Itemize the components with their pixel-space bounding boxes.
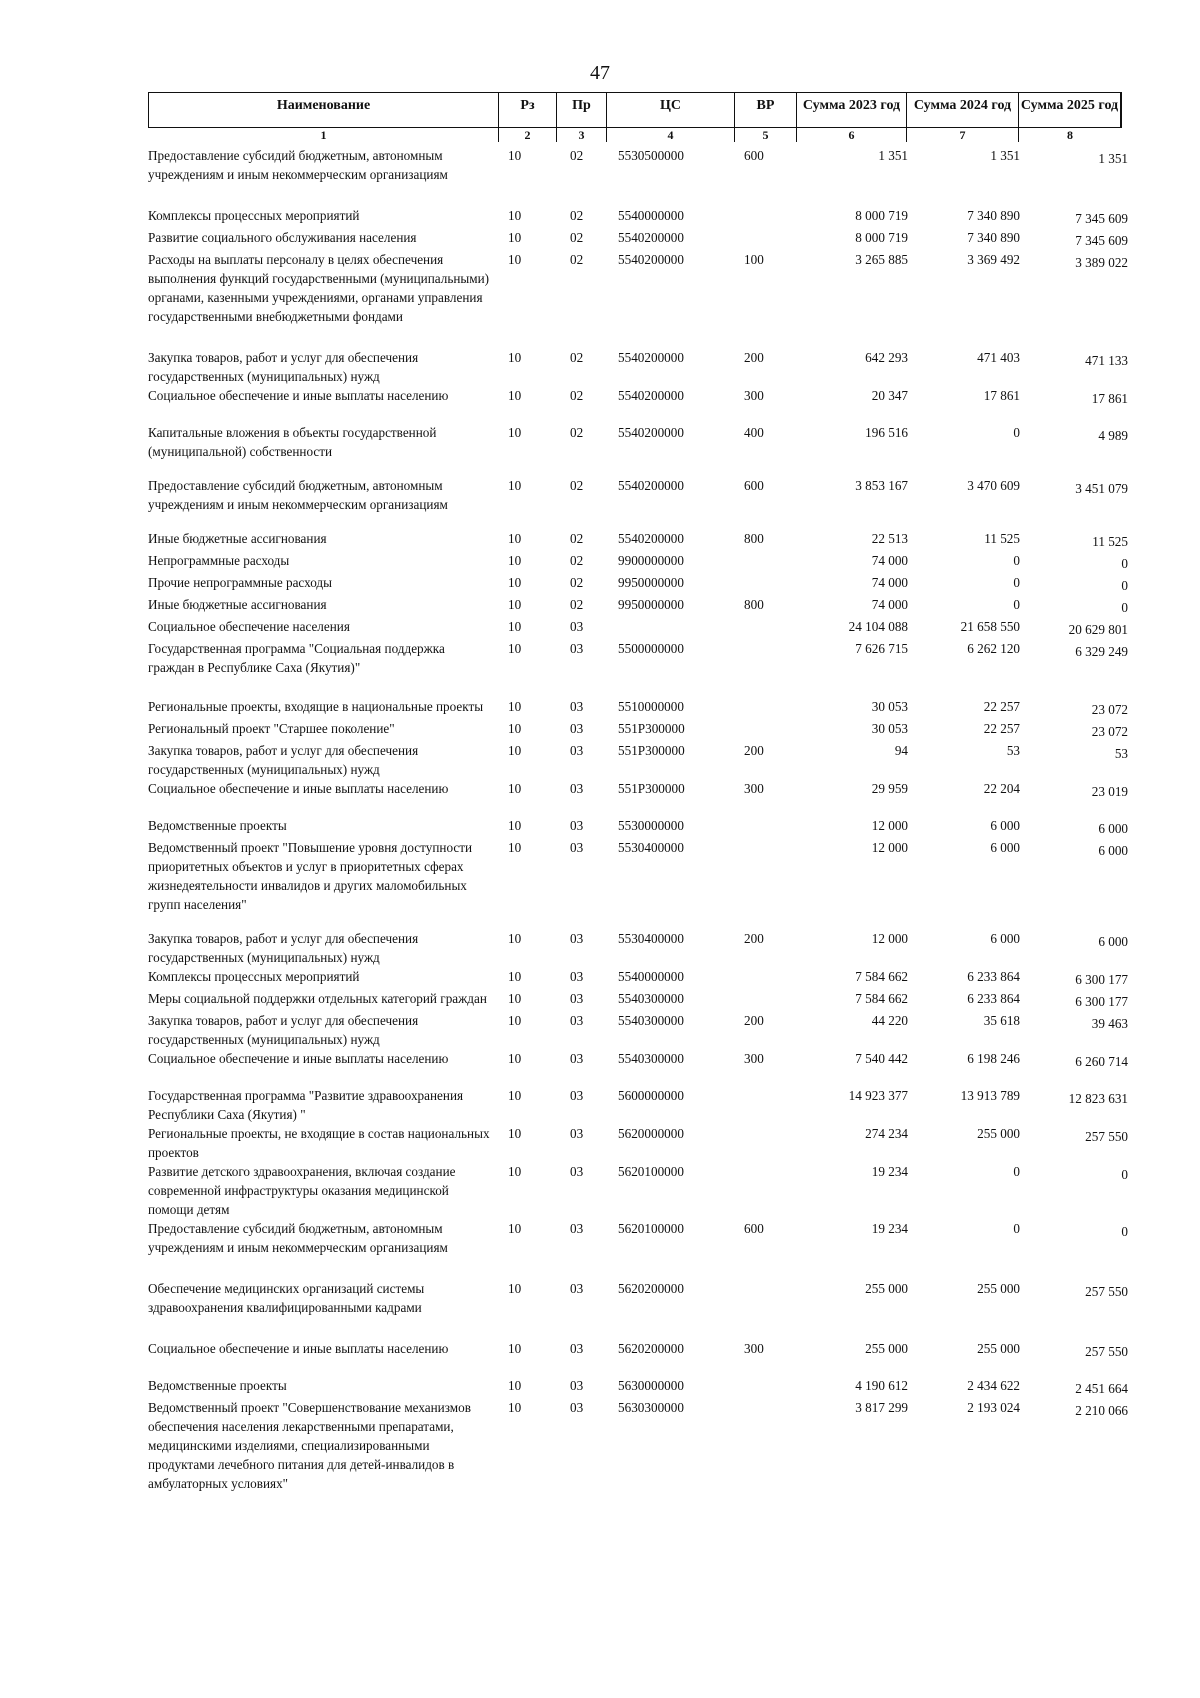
row-vr: 200 bbox=[744, 1013, 764, 1028]
table-row bbox=[148, 967, 1128, 989]
row-cs: 5540300000 bbox=[618, 991, 684, 1006]
table-row bbox=[148, 573, 1128, 595]
row-rz: 10 bbox=[508, 931, 522, 946]
row-sum-2024: 3 369 492 bbox=[967, 252, 1020, 267]
row-cs: 5530400000 bbox=[618, 931, 684, 946]
row-sum-2024: 3 470 609 bbox=[967, 478, 1020, 493]
row-name: Ведомственные проекты bbox=[148, 818, 287, 833]
row-rz: 10 bbox=[508, 969, 522, 984]
row-pr: 03 bbox=[570, 743, 584, 758]
row-name: Региональные проекты, не входящие в состав национальных проектов bbox=[148, 1126, 490, 1160]
row-rz: 10 bbox=[508, 619, 522, 634]
row-cs: 5540200000 bbox=[618, 230, 684, 245]
row-cs: 5540000000 bbox=[618, 208, 684, 223]
header-number: 8 bbox=[1067, 127, 1073, 142]
row-rz: 10 bbox=[508, 818, 522, 833]
row-rz: 10 bbox=[508, 148, 522, 163]
row-pr: 02 bbox=[570, 575, 584, 590]
row-vr: 800 bbox=[744, 531, 764, 546]
row-sum-2023: 3 853 167 bbox=[855, 478, 908, 493]
row-sum-2025: 6 300 177 bbox=[1075, 994, 1128, 1009]
header-sum-2023: Сумма 2023 год bbox=[797, 93, 907, 127]
row-sum-2025: 23 072 bbox=[1091, 724, 1128, 739]
row-sum-2025: 0 bbox=[1121, 556, 1128, 571]
row-pr: 03 bbox=[570, 991, 584, 1006]
header-sum-2025: Сумма 2025 год bbox=[1019, 93, 1121, 127]
row-sum-2023: 7 626 715 bbox=[855, 641, 908, 656]
row-sum-2025: 3 451 079 bbox=[1075, 481, 1128, 496]
row-sum-2024: 471 403 bbox=[977, 350, 1020, 365]
row-pr: 03 bbox=[570, 781, 584, 796]
row-sum-2023: 20 347 bbox=[871, 388, 908, 403]
row-rz: 10 bbox=[508, 1221, 522, 1236]
row-cs: 5620100000 bbox=[618, 1164, 684, 1179]
row-sum-2025: 6 000 bbox=[1098, 843, 1128, 858]
table-row bbox=[148, 348, 1128, 386]
row-pr: 03 bbox=[570, 1088, 584, 1103]
row-sum-2025: 0 bbox=[1121, 1167, 1128, 1182]
row-sum-2025: 7 345 609 bbox=[1075, 233, 1128, 248]
row-sum-2025: 23 019 bbox=[1091, 784, 1128, 799]
row-rz: 10 bbox=[508, 840, 522, 855]
row-name: Иные бюджетные ассигнования bbox=[148, 597, 327, 612]
row-cs: 5620100000 bbox=[618, 1221, 684, 1236]
row-cs: 5530500000 bbox=[618, 148, 684, 163]
header-sum-2024: Сумма 2024 год bbox=[907, 93, 1019, 127]
row-sum-2025: 6 000 bbox=[1098, 934, 1128, 949]
row-pr: 02 bbox=[570, 425, 584, 440]
table-row bbox=[148, 1219, 1128, 1257]
row-rz: 10 bbox=[508, 641, 522, 656]
row-sum-2024: 0 bbox=[1013, 1164, 1020, 1179]
row-vr: 300 bbox=[744, 1051, 764, 1066]
table-row bbox=[148, 206, 1128, 228]
row-vr: 200 bbox=[744, 931, 764, 946]
row-name: Региональные проекты, входящие в национальные проекты bbox=[148, 699, 484, 714]
row-rz: 10 bbox=[508, 575, 522, 590]
table-row bbox=[148, 697, 1128, 719]
row-sum-2024: 6 262 120 bbox=[967, 641, 1020, 656]
row-vr: 600 bbox=[744, 478, 764, 493]
row-sum-2025: 2 210 066 bbox=[1075, 1403, 1128, 1418]
row-sum-2025: 257 550 bbox=[1085, 1344, 1128, 1359]
row-name: Прочие непрограммные расходы bbox=[148, 575, 332, 590]
row-vr: 300 bbox=[744, 781, 764, 796]
row-name: Закупка товаров, работ и услуг для обеспечения государственных (муниципальных) нужд bbox=[148, 350, 419, 384]
header-name: Наименование bbox=[149, 93, 499, 127]
row-name: Ведомственные проекты bbox=[148, 1378, 287, 1393]
row-sum-2025: 11 525 bbox=[1092, 534, 1128, 549]
table-row bbox=[148, 929, 1128, 967]
row-cs: 551P300000 bbox=[618, 721, 685, 736]
row-cs: 5630300000 bbox=[618, 1400, 684, 1415]
row-sum-2024: 17 861 bbox=[983, 388, 1020, 403]
row-sum-2024: 6 198 246 bbox=[967, 1051, 1020, 1066]
row-sum-2023: 1 351 bbox=[878, 148, 908, 163]
table-row bbox=[148, 816, 1128, 838]
row-sum-2024: 255 000 bbox=[977, 1341, 1020, 1356]
row-vr: 300 bbox=[744, 1341, 764, 1356]
row-rz: 10 bbox=[508, 350, 522, 365]
row-sum-2025: 6 329 249 bbox=[1075, 644, 1128, 659]
row-sum-2023: 7 584 662 bbox=[855, 991, 908, 1006]
row-sum-2025: 471 133 bbox=[1085, 353, 1128, 368]
row-sum-2025: 4 989 bbox=[1098, 428, 1128, 443]
row-sum-2023: 44 220 bbox=[871, 1013, 908, 1028]
row-name: Социальное обеспечение и иные выплаты населению bbox=[148, 1051, 449, 1066]
row-sum-2024: 6 233 864 bbox=[967, 969, 1020, 984]
table-row bbox=[148, 529, 1128, 551]
row-pr: 02 bbox=[570, 553, 584, 568]
row-pr: 03 bbox=[570, 1341, 584, 1356]
table-row bbox=[148, 1011, 1128, 1049]
row-pr: 03 bbox=[570, 699, 584, 714]
row-pr: 02 bbox=[570, 148, 584, 163]
row-sum-2025: 3 389 022 bbox=[1075, 255, 1128, 270]
row-sum-2024: 255 000 bbox=[977, 1281, 1020, 1296]
row-rz: 10 bbox=[508, 597, 522, 612]
table-row bbox=[148, 476, 1128, 514]
row-cs: 5530400000 bbox=[618, 840, 684, 855]
row-rz: 10 bbox=[508, 721, 522, 736]
row-sum-2025: 0 bbox=[1121, 1224, 1128, 1239]
row-sum-2023: 30 053 bbox=[871, 699, 908, 714]
row-sum-2025: 1 351 bbox=[1098, 151, 1128, 166]
table-row bbox=[148, 838, 1128, 914]
row-name: Расходы на выплаты персоналу в целях обеспечения выполнения функций государственными (муниципальными) органами, казенными учреждениями, органами управления государственными внебюджетными фондами bbox=[148, 252, 490, 324]
row-name: Комплексы процессных мероприятий bbox=[148, 208, 360, 223]
header-pr: Пр bbox=[557, 93, 607, 127]
row-name: Капитальные вложения в объекты государственной (муниципальной) собственности bbox=[148, 425, 437, 459]
row-sum-2024: 13 913 789 bbox=[960, 1088, 1020, 1103]
row-cs: 9950000000 bbox=[618, 575, 684, 590]
table-row bbox=[148, 386, 1128, 408]
row-pr: 02 bbox=[570, 597, 584, 612]
header-column-numbers bbox=[149, 127, 1121, 142]
row-rz: 10 bbox=[508, 1051, 522, 1066]
row-pr: 03 bbox=[570, 818, 584, 833]
table-row bbox=[148, 741, 1128, 779]
header-number: 3 bbox=[557, 128, 607, 142]
row-sum-2023: 14 923 377 bbox=[848, 1088, 908, 1103]
row-pr: 03 bbox=[570, 641, 584, 656]
row-pr: 03 bbox=[570, 1378, 584, 1393]
row-cs: 5540000000 bbox=[618, 969, 684, 984]
row-cs: 5620200000 bbox=[618, 1281, 684, 1296]
row-cs: 9950000000 bbox=[618, 597, 684, 612]
row-sum-2025: 7 345 609 bbox=[1075, 211, 1128, 226]
table-row bbox=[148, 1398, 1128, 1493]
row-sum-2023: 12 000 bbox=[871, 818, 908, 833]
row-pr: 03 bbox=[570, 1013, 584, 1028]
table-row bbox=[148, 228, 1128, 250]
row-sum-2025: 2 451 664 bbox=[1075, 1381, 1128, 1396]
table-row bbox=[148, 639, 1128, 677]
row-rz: 10 bbox=[508, 1126, 522, 1141]
row-sum-2024: 0 bbox=[1013, 553, 1020, 568]
row-name: Обеспечение медицинских организаций системы здравоохранения квалифицированными кадрами bbox=[148, 1281, 425, 1315]
row-cs: 5540200000 bbox=[618, 425, 684, 440]
header-vr: ВР bbox=[735, 93, 797, 127]
row-sum-2023: 12 000 bbox=[871, 840, 908, 855]
row-name: Социальное обеспечение и иные выплаты населению bbox=[148, 1341, 449, 1356]
row-name: Закупка товаров, работ и услуг для обеспечения государственных (муниципальных) нужд bbox=[148, 931, 419, 965]
row-cs: 5540300000 bbox=[618, 1013, 684, 1028]
row-sum-2024: 22 257 bbox=[983, 699, 1020, 714]
header-number: 5 bbox=[735, 128, 797, 142]
table-row bbox=[148, 551, 1128, 573]
row-vr: 300 bbox=[744, 388, 764, 403]
row-sum-2023: 8 000 719 bbox=[855, 230, 908, 245]
row-sum-2023: 12 000 bbox=[871, 931, 908, 946]
row-rz: 10 bbox=[508, 1378, 522, 1393]
row-name: Ведомственный проект "Повышение уровня доступности приоритетных объектов и услуг в приоритетных сферах жизнедеятельности инвалидов и других маломобильных групп населения" bbox=[148, 840, 473, 912]
row-sum-2024: 0 bbox=[1013, 575, 1020, 590]
row-rz: 10 bbox=[508, 1281, 522, 1296]
row-cs: 5530000000 bbox=[618, 818, 684, 833]
row-sum-2023: 8 000 719 bbox=[855, 208, 908, 223]
row-rz: 10 bbox=[508, 1088, 522, 1103]
row-pr: 03 bbox=[570, 931, 584, 946]
row-sum-2025: 257 550 bbox=[1085, 1129, 1128, 1144]
row-cs: 5510000000 bbox=[618, 699, 684, 714]
row-cs: 551P300000 bbox=[618, 781, 685, 796]
row-sum-2024: 6 000 bbox=[990, 840, 1020, 855]
row-name: Ведомственный проект "Совершенствование механизмов обеспечения населения лекарственными препаратами, медицинскими изделиями, специализированными продуктами лечебного питания для детей-инвалидов в амбулаторных условиях" bbox=[148, 1400, 471, 1491]
row-name: Предоставление субсидий бюджетным, автономным учреждениям и иным некоммерческим организациям bbox=[148, 1221, 448, 1255]
row-cs: 5540200000 bbox=[618, 252, 684, 267]
row-sum-2025: 39 463 bbox=[1091, 1016, 1128, 1031]
row-sum-2024: 11 525 bbox=[984, 531, 1020, 546]
row-sum-2025: 6 260 714 bbox=[1075, 1054, 1128, 1069]
row-sum-2023: 22 513 bbox=[871, 531, 908, 546]
row-rz: 10 bbox=[508, 388, 522, 403]
table-header bbox=[148, 92, 1122, 142]
header-number: 7 bbox=[907, 128, 1019, 142]
row-sum-2023: 196 516 bbox=[865, 425, 908, 440]
row-name: Региональный проект "Старшее поколение" bbox=[148, 721, 395, 736]
row-sum-2024: 1 351 bbox=[990, 148, 1020, 163]
row-sum-2024: 35 618 bbox=[983, 1013, 1020, 1028]
row-sum-2025: 20 629 801 bbox=[1068, 622, 1128, 637]
row-rz: 10 bbox=[508, 478, 522, 493]
row-pr: 03 bbox=[570, 1051, 584, 1066]
row-vr: 400 bbox=[744, 425, 764, 440]
row-name: Закупка товаров, работ и услуг для обеспечения государственных (муниципальных) нужд bbox=[148, 1013, 419, 1047]
row-sum-2024: 0 bbox=[1013, 425, 1020, 440]
row-name: Социальное обеспечение населения bbox=[148, 619, 350, 634]
row-sum-2025: 23 072 bbox=[1091, 702, 1128, 717]
row-sum-2023: 274 234 bbox=[865, 1126, 908, 1141]
table-row bbox=[148, 1376, 1128, 1398]
row-name: Развитие детского здравоохранения, включая создание современной инфраструктуры оказания медицинской помощи детям bbox=[148, 1164, 456, 1217]
table-row bbox=[148, 423, 1128, 461]
row-vr: 600 bbox=[744, 1221, 764, 1236]
row-cs: 5540200000 bbox=[618, 350, 684, 365]
row-rz: 10 bbox=[508, 1164, 522, 1179]
row-sum-2023: 74 000 bbox=[871, 597, 908, 612]
row-cs: 5540300000 bbox=[618, 1051, 684, 1066]
row-name: Закупка товаров, работ и услуг для обеспечения государственных (муниципальных) нужд bbox=[148, 743, 419, 777]
table-row bbox=[148, 146, 1128, 184]
row-cs: 5600000000 bbox=[618, 1088, 684, 1103]
row-pr: 03 bbox=[570, 1164, 584, 1179]
row-name: Социальное обеспечение и иные выплаты населению bbox=[148, 781, 449, 796]
row-sum-2024: 0 bbox=[1013, 1221, 1020, 1236]
row-pr: 02 bbox=[570, 350, 584, 365]
row-name: Государственная программа "Развитие здравоохранения Республики Саха (Якутия) " bbox=[148, 1088, 464, 1122]
row-sum-2024: 6 000 bbox=[990, 818, 1020, 833]
table-row bbox=[148, 989, 1128, 1011]
row-sum-2025: 257 550 bbox=[1085, 1284, 1128, 1299]
row-rz: 10 bbox=[508, 252, 522, 267]
row-pr: 02 bbox=[570, 388, 584, 403]
row-pr: 02 bbox=[570, 252, 584, 267]
row-sum-2024: 22 257 bbox=[983, 721, 1020, 736]
row-rz: 10 bbox=[508, 1341, 522, 1356]
row-sum-2023: 3 817 299 bbox=[855, 1400, 908, 1415]
table-row bbox=[148, 250, 1128, 326]
row-sum-2023: 7 540 442 bbox=[855, 1051, 908, 1066]
row-sum-2024: 21 658 550 bbox=[960, 619, 1020, 634]
row-rz: 10 bbox=[508, 553, 522, 568]
row-sum-2025: 6 000 bbox=[1098, 821, 1128, 836]
row-sum-2024: 2 193 024 bbox=[967, 1400, 1020, 1415]
row-vr: 800 bbox=[744, 597, 764, 612]
row-sum-2025: 6 300 177 bbox=[1075, 972, 1128, 987]
row-rz: 10 bbox=[508, 531, 522, 546]
row-sum-2023: 74 000 bbox=[871, 553, 908, 568]
row-sum-2024: 6 233 864 bbox=[967, 991, 1020, 1006]
row-rz: 10 bbox=[508, 1013, 522, 1028]
row-pr: 02 bbox=[570, 531, 584, 546]
row-sum-2024: 7 340 890 bbox=[967, 230, 1020, 245]
row-name: Предоставление субсидий бюджетным, автономным учреждениям и иным некоммерческим организациям bbox=[148, 148, 448, 182]
row-sum-2025: 17 861 bbox=[1091, 391, 1128, 406]
table-row bbox=[148, 1124, 1128, 1162]
row-rz: 10 bbox=[508, 699, 522, 714]
header-rz: Рз bbox=[499, 93, 557, 127]
row-sum-2023: 255 000 bbox=[865, 1281, 908, 1296]
header-number: 1 bbox=[149, 128, 499, 142]
table-row bbox=[148, 1086, 1128, 1124]
row-name: Предоставление субсидий бюджетным, автономным учреждениям и иным некоммерческим организациям bbox=[148, 478, 448, 512]
row-cs: 5540200000 bbox=[618, 478, 684, 493]
row-pr: 03 bbox=[570, 840, 584, 855]
header-number: 4 bbox=[607, 128, 735, 142]
row-cs: 5540200000 bbox=[618, 388, 684, 403]
row-pr: 03 bbox=[570, 1126, 584, 1141]
row-name: Развитие социального обслуживания населения bbox=[148, 230, 417, 245]
row-sum-2024: 6 000 bbox=[990, 931, 1020, 946]
table-row bbox=[148, 719, 1128, 741]
row-sum-2023: 4 190 612 bbox=[855, 1378, 908, 1393]
row-sum-2023: 642 293 bbox=[865, 350, 908, 365]
row-sum-2023: 74 000 bbox=[871, 575, 908, 590]
row-vr: 200 bbox=[744, 743, 764, 758]
row-rz: 10 bbox=[508, 208, 522, 223]
table-row bbox=[148, 595, 1128, 617]
row-cs: 551P300000 bbox=[618, 743, 685, 758]
page-number: 47 bbox=[590, 62, 610, 84]
row-cs: 5620200000 bbox=[618, 1341, 684, 1356]
row-sum-2024: 255 000 bbox=[977, 1126, 1020, 1141]
row-rz: 10 bbox=[508, 781, 522, 796]
row-pr: 02 bbox=[570, 478, 584, 493]
row-name: Государственная программа "Социальная поддержка граждан в Республике Саха (Якутия)" bbox=[148, 641, 445, 675]
row-pr: 03 bbox=[570, 1400, 584, 1415]
row-sum-2023: 30 053 bbox=[871, 721, 908, 736]
row-sum-2024: 22 204 bbox=[983, 781, 1020, 796]
row-vr: 100 bbox=[744, 252, 764, 267]
row-pr: 03 bbox=[570, 969, 584, 984]
row-name: Меры социальной поддержки отдельных категорий граждан bbox=[148, 991, 487, 1006]
row-rz: 10 bbox=[508, 425, 522, 440]
row-sum-2023: 3 265 885 bbox=[855, 252, 908, 267]
header-number: 6 bbox=[797, 128, 907, 142]
row-sum-2023: 19 234 bbox=[871, 1164, 908, 1179]
row-sum-2024: 2 434 622 bbox=[967, 1378, 1020, 1393]
row-vr: 200 bbox=[744, 350, 764, 365]
row-name: Комплексы процессных мероприятий bbox=[148, 969, 360, 984]
row-pr: 03 bbox=[570, 1281, 584, 1296]
table-row bbox=[148, 1049, 1128, 1071]
row-sum-2025: 0 bbox=[1121, 600, 1128, 615]
header-cs: ЦС bbox=[607, 93, 735, 127]
row-sum-2023: 94 bbox=[894, 743, 908, 758]
row-name: Иные бюджетные ассигнования bbox=[148, 531, 327, 546]
table-row bbox=[148, 617, 1128, 639]
row-cs: 5500000000 bbox=[618, 641, 684, 656]
row-rz: 10 bbox=[508, 743, 522, 758]
row-pr: 02 bbox=[570, 208, 584, 223]
table-row bbox=[148, 779, 1128, 801]
row-pr: 02 bbox=[570, 230, 584, 245]
row-name: Непрограммные расходы bbox=[148, 553, 290, 568]
row-sum-2023: 255 000 bbox=[865, 1341, 908, 1356]
row-cs: 5540200000 bbox=[618, 531, 684, 546]
row-sum-2025: 12 823 631 bbox=[1068, 1091, 1128, 1106]
row-rz: 10 bbox=[508, 1400, 522, 1415]
table-body bbox=[148, 146, 1128, 1493]
row-sum-2024: 53 bbox=[1006, 743, 1020, 758]
table-row bbox=[148, 1339, 1128, 1361]
table-row bbox=[148, 1162, 1128, 1219]
row-sum-2023: 7 584 662 bbox=[855, 969, 908, 984]
row-sum-2025: 0 bbox=[1121, 578, 1128, 593]
row-pr: 03 bbox=[570, 619, 584, 634]
row-pr: 03 bbox=[570, 721, 584, 736]
row-rz: 10 bbox=[508, 230, 522, 245]
row-sum-2024: 0 bbox=[1013, 597, 1020, 612]
row-rz: 10 bbox=[508, 991, 522, 1006]
header-number: 2 bbox=[499, 128, 557, 142]
row-vr: 600 bbox=[744, 148, 764, 163]
table-row bbox=[148, 1279, 1128, 1317]
row-sum-2025: 53 bbox=[1114, 746, 1128, 761]
row-sum-2023: 19 234 bbox=[871, 1221, 908, 1236]
row-cs: 5620000000 bbox=[618, 1126, 684, 1141]
row-cs: 5630000000 bbox=[618, 1378, 684, 1393]
row-name: Социальное обеспечение и иные выплаты населению bbox=[148, 388, 449, 403]
row-sum-2024: 7 340 890 bbox=[967, 208, 1020, 223]
row-cs: 9900000000 bbox=[618, 553, 684, 568]
row-sum-2023: 24 104 088 bbox=[848, 619, 908, 634]
row-sum-2023: 29 959 bbox=[871, 781, 908, 796]
row-pr: 03 bbox=[570, 1221, 584, 1236]
